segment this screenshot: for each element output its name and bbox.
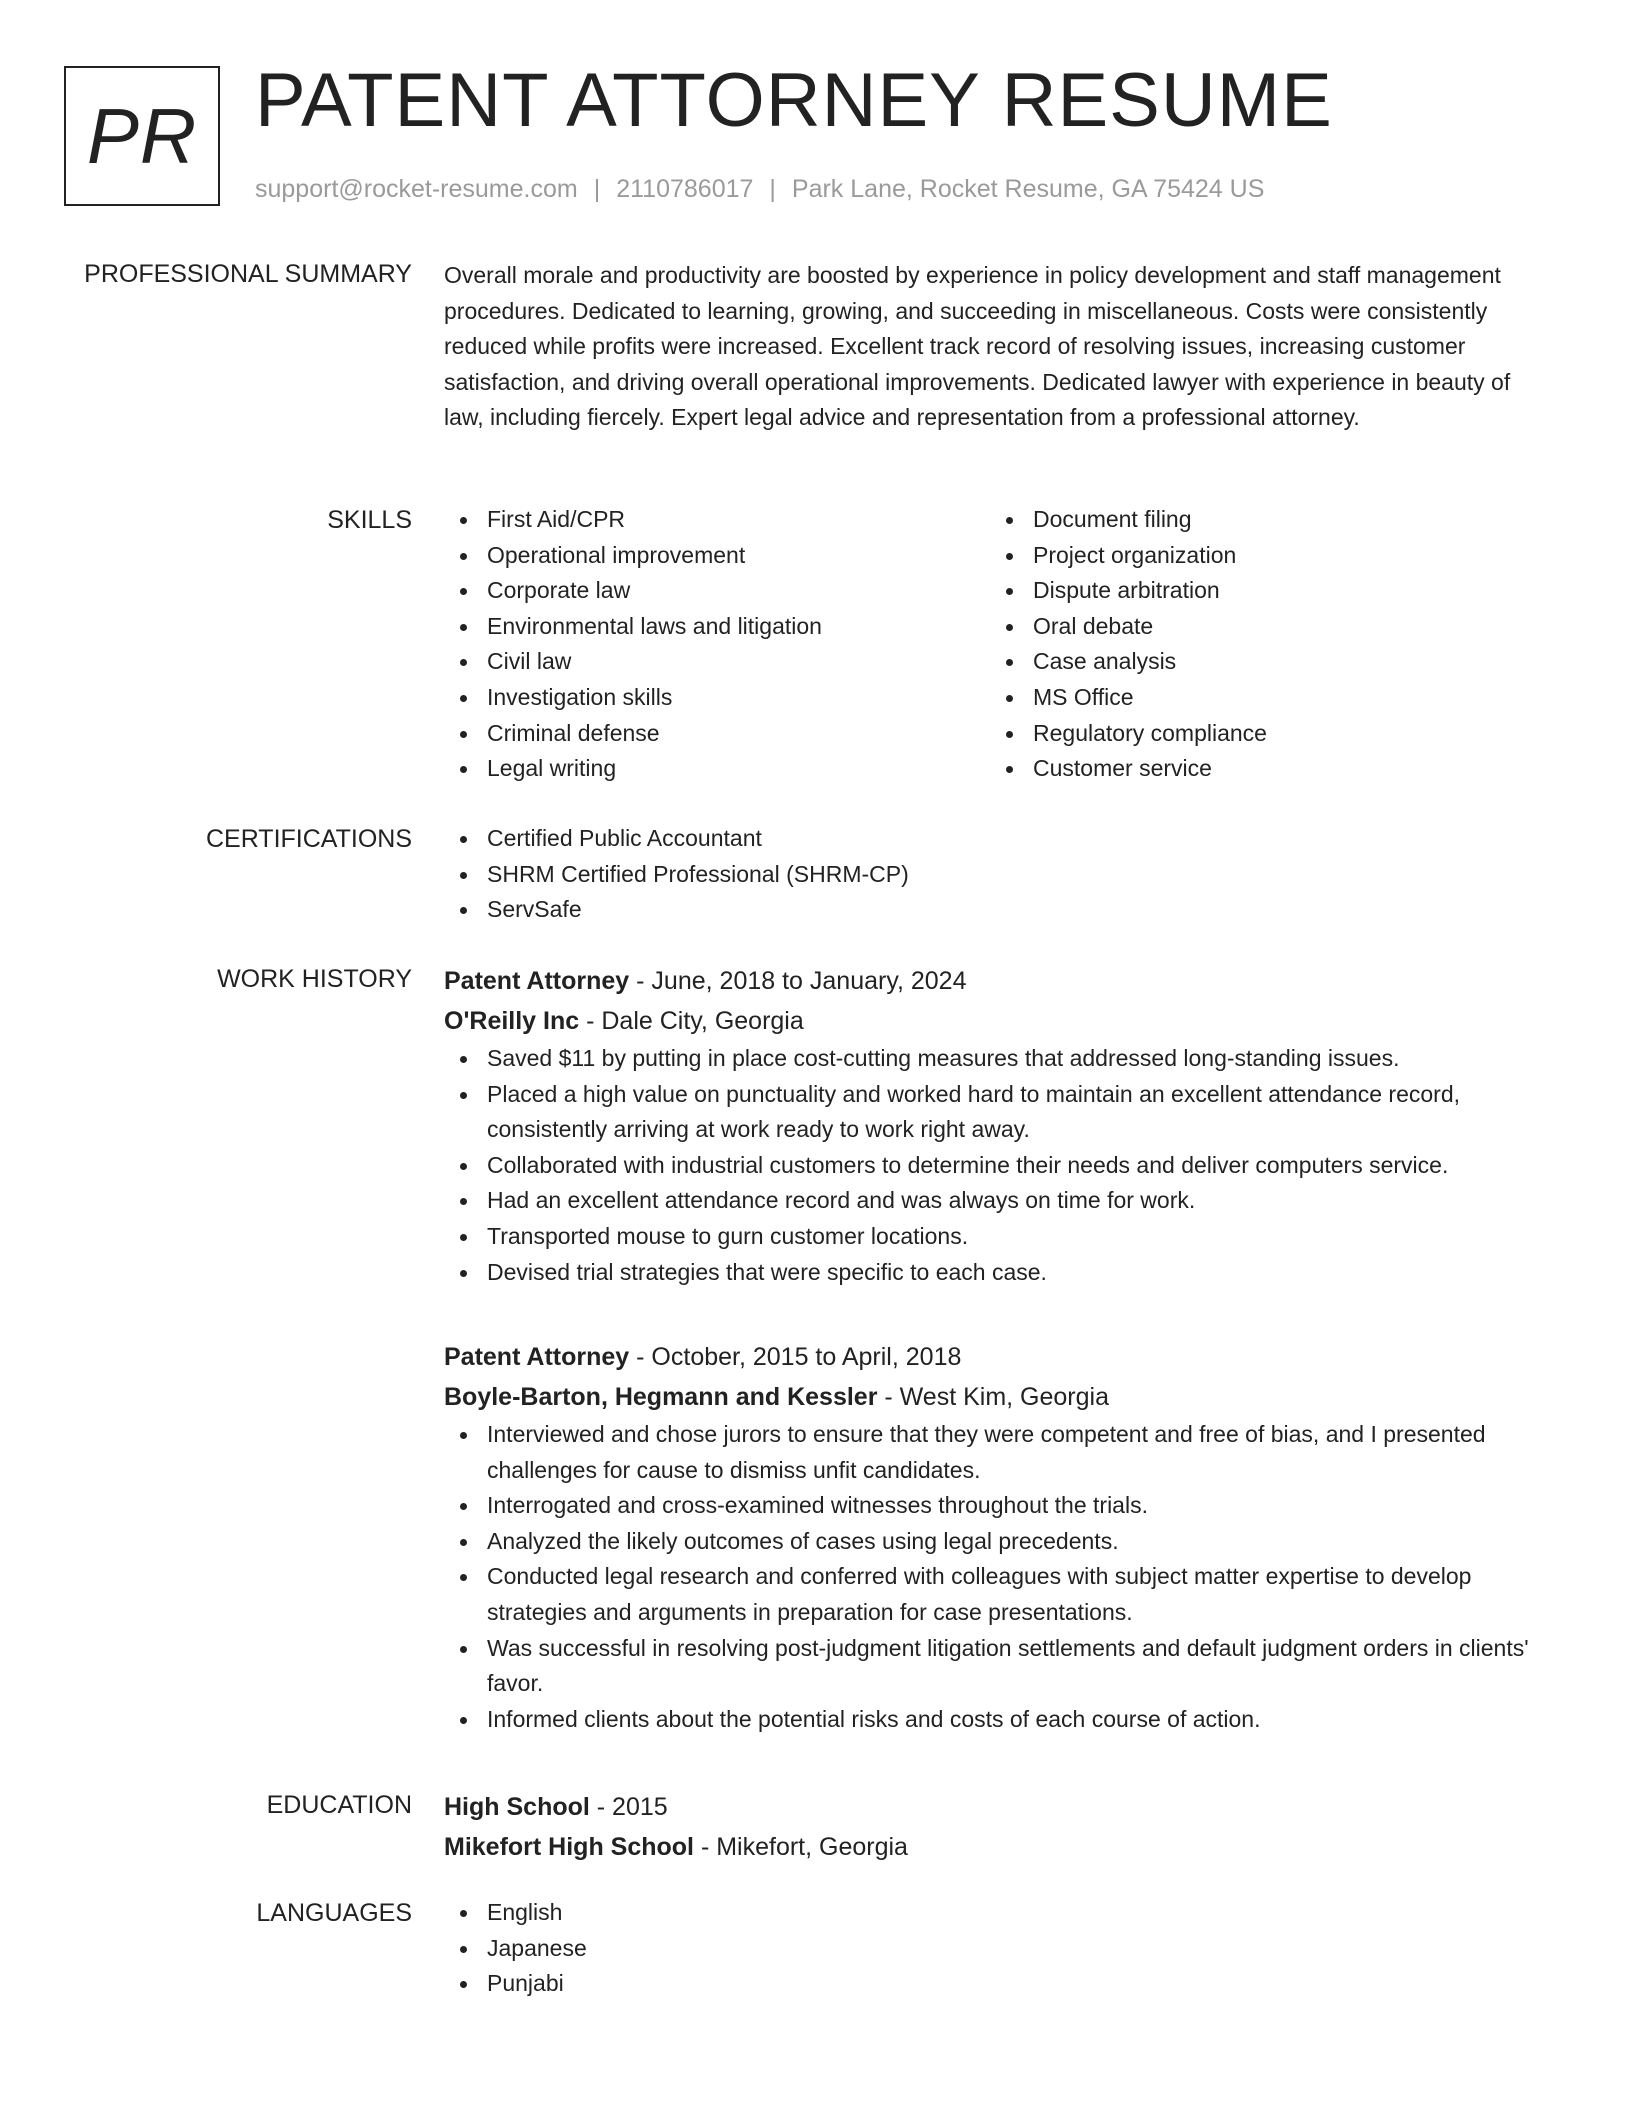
contact-separator: |	[593, 175, 601, 203]
job-company: Boyle-Barton, Hegmann and Kessler	[444, 1383, 878, 1411]
section-label: LANGUAGES	[256, 1899, 412, 1927]
job-bullet: Saved $11 by putting in place cost-cutting measures that addressed long-standing issues.	[444, 1041, 1562, 1077]
job-bullet: Had an excellent attendance record and was always on time for work.	[444, 1183, 1562, 1219]
education-degree-line	[444, 1787, 1562, 1827]
certification-item: ServSafe	[444, 892, 1562, 928]
skill-item: Customer service	[990, 751, 1550, 787]
skills-list-left	[444, 502, 990, 787]
job-dates: - October, 2015 to April, 2018	[629, 1343, 962, 1371]
education-year: - 2015	[589, 1793, 668, 1821]
language-item: Punjabi	[444, 1966, 1562, 2002]
job-bullets	[444, 1041, 1562, 1290]
skill-item: Legal writing	[444, 751, 990, 787]
contact-email: support@rocket-resume.com	[255, 175, 578, 203]
job-bullet: Interviewed and chose jurors to ensure that they were competent and free of bias, and I presented challenges for cause to dismiss unfit candidates.	[444, 1417, 1562, 1488]
job-company-line	[444, 1377, 1562, 1417]
job-location: - West Kim, Georgia	[877, 1383, 1109, 1411]
contact-line	[255, 173, 1264, 205]
skill-item: Operational improvement	[444, 538, 990, 574]
skill-item: Document filing	[990, 502, 1550, 538]
summary-text: Overall morale and productivity are boosted by experience in policy development and staff management procedures. Dedicated to learning, growing, and succeeding in miscellaneous. Costs were consistently reduced while profits were increased. Excellent track record of resolving issues, increasing customer satisfaction, and driving overall operational improvements. Dedicated lawyer with experience in beauty of law, including fiercely. Expert legal advice and representation from a professional attorney.	[444, 262, 1511, 431]
skill-item: Dispute arbitration	[990, 573, 1550, 609]
skill-item: Environmental laws and litigation	[444, 609, 990, 645]
job-company: O'Reilly Inc	[444, 1007, 580, 1035]
monogram-badge: PR	[64, 66, 220, 206]
skill-item: Oral debate	[990, 609, 1550, 645]
skills-list-right	[990, 502, 1550, 787]
section-label: WORK HISTORY	[217, 965, 412, 993]
skill-item: Criminal defense	[444, 716, 990, 752]
job-bullet: Was successful in resolving post-judgment litigation settlements and default judgment orders in clients' favor.	[444, 1631, 1562, 1702]
skill-item: Case analysis	[990, 644, 1550, 680]
skill-item: MS Office	[990, 680, 1550, 716]
job-title-line	[444, 1337, 1562, 1377]
skill-item: Civil law	[444, 644, 990, 680]
job-dates: - June, 2018 to January, 2024	[629, 967, 967, 995]
job-bullets	[444, 1417, 1562, 1737]
skill-item: Investigation skills	[444, 680, 990, 716]
education-degree: High School	[444, 1793, 590, 1821]
certifications-list	[444, 821, 1562, 928]
job-title-line	[444, 961, 1562, 1001]
contact-address: Park Lane, Rocket Resume, GA 75424 US	[791, 175, 1265, 203]
job-title: Patent Attorney	[444, 967, 630, 995]
education-location: - Mikefort, Georgia	[694, 1833, 908, 1861]
language-item: Japanese	[444, 1931, 1562, 1967]
job-bullet: Collaborated with industrial customers to determine their needs and deliver computers service.	[444, 1148, 1562, 1184]
section-label: EDUCATION	[266, 1791, 412, 1819]
skill-item: First Aid/CPR	[444, 502, 990, 538]
job-entry	[444, 1337, 1562, 1737]
job-bullet: Conducted legal research and conferred with colleagues with subject matter expertise to develop strategies and arguments in preparation for case presentations.	[444, 1559, 1562, 1630]
job-company-line	[444, 1001, 1562, 1041]
job-bullet: Placed a high value on punctuality and worked hard to maintain an excellent attendance record, consistently arriving at work ready to work right away.	[444, 1077, 1562, 1148]
education-school-line	[444, 1827, 1562, 1867]
skill-item: Project organization	[990, 538, 1550, 574]
certification-item: SHRM Certified Professional (SHRM-CP)	[444, 857, 1562, 893]
job-bullet: Analyzed the likely outcomes of cases using legal precedents.	[444, 1524, 1562, 1560]
job-bullet: Interrogated and cross-examined witnesses throughout the trials.	[444, 1488, 1562, 1524]
job-bullet: Informed clients about the potential risks and costs of each course of action.	[444, 1702, 1562, 1738]
languages-list	[444, 1895, 1562, 2002]
job-bullet: Transported mouse to gurn customer locations.	[444, 1219, 1562, 1255]
section-label: CERTIFICATIONS	[205, 825, 412, 853]
job-title: Patent Attorney	[444, 1343, 630, 1371]
contact-phone: 2110786017	[616, 175, 754, 203]
skill-item: Regulatory compliance	[990, 716, 1550, 752]
section-label: PROFESSIONAL SUMMARY	[84, 260, 412, 288]
certification-item: Certified Public Accountant	[444, 821, 1562, 857]
language-item: English	[444, 1895, 1562, 1931]
skill-item: Corporate law	[444, 573, 990, 609]
job-bullet: Devised trial strategies that were specific to each case.	[444, 1255, 1562, 1291]
education-school: Mikefort High School	[444, 1833, 694, 1861]
section-label: SKILLS	[327, 506, 412, 534]
page-title: PATENT ATTORNEY RESUME	[255, 58, 1333, 143]
contact-separator: |	[769, 175, 776, 203]
job-location: - Dale City, Georgia	[579, 1007, 804, 1035]
job-entry	[444, 961, 1562, 1290]
